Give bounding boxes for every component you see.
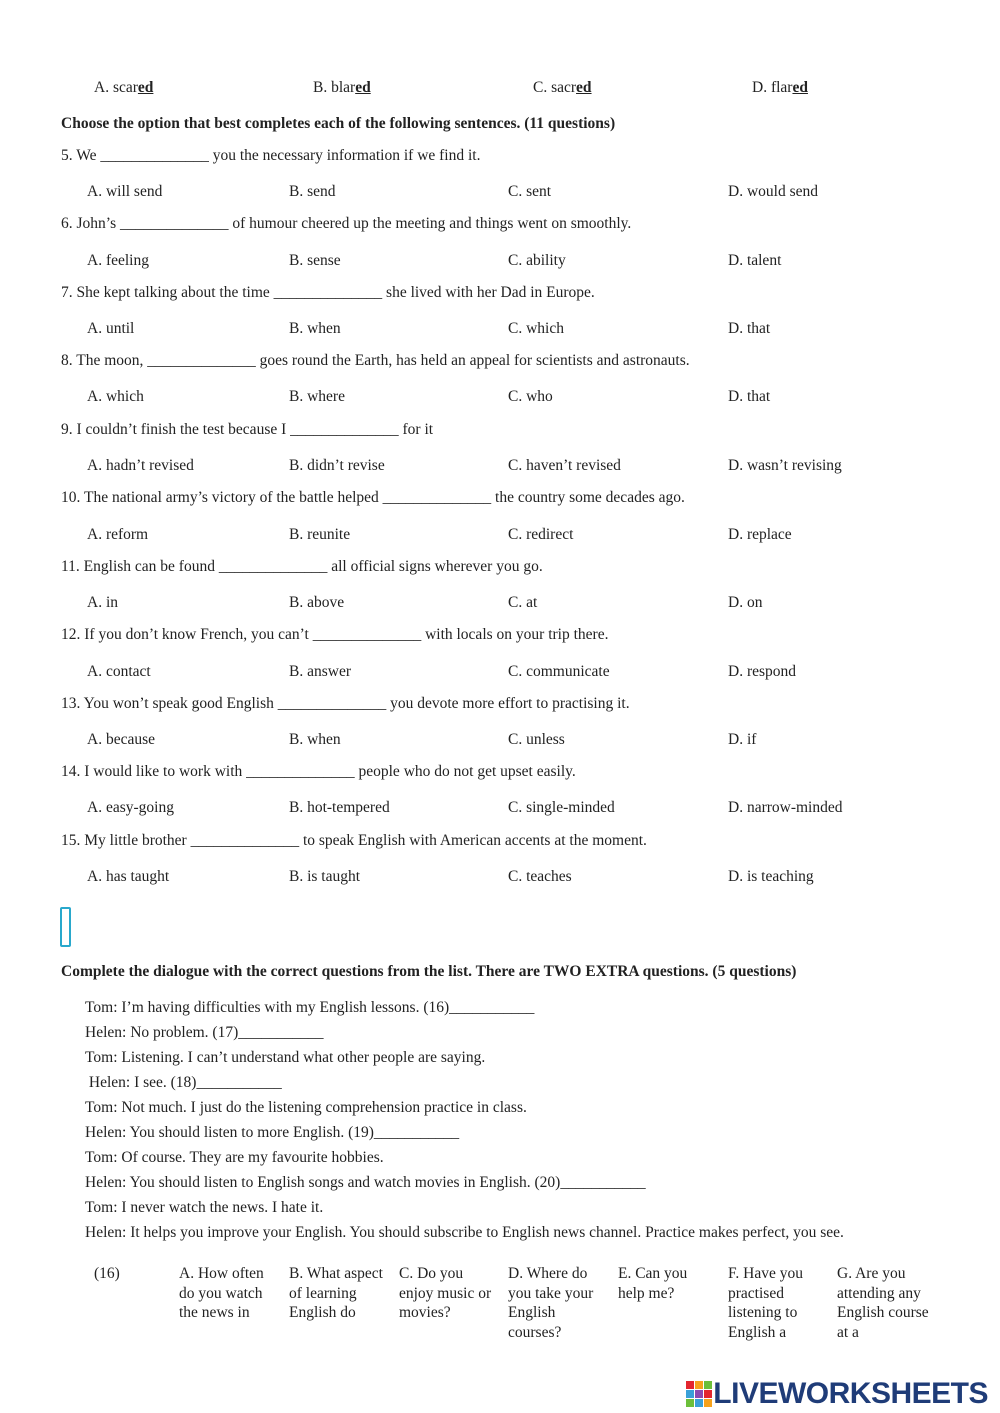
option-d[interactable]: D. if <box>728 731 757 748</box>
option-a[interactable]: A. in <box>87 594 118 611</box>
question-text: 6. John’s ______________ of humour cheered up the meeting and things went on smoothly. <box>61 215 632 232</box>
dialogue-line: Helen: I see. (18)___________ <box>85 1074 282 1091</box>
option-c[interactable]: C. single-minded <box>508 799 615 816</box>
option-a[interactable]: A. hadn’t revised <box>87 457 194 474</box>
logo-square-purple <box>695 1390 703 1398</box>
option-c[interactable]: C. who <box>508 388 553 405</box>
option-d[interactable]: D. is teaching <box>728 868 814 885</box>
question-text: 10. The national army’s victory of the battle helped ______________ the country some decades ago. <box>61 489 685 506</box>
table-option: E. Can you help me? <box>618 1265 688 1302</box>
option-a[interactable]: A. feeling <box>87 252 149 269</box>
option-d[interactable]: D. on <box>728 594 763 611</box>
question-text: 9. I couldn’t finish the test because I ______________ for it <box>61 421 434 438</box>
dialogue-line: Tom: Of course. They are my favourite hobbies. <box>85 1149 384 1166</box>
section-heading: Choose the option that best completes each of the following sentences. (11 questions) <box>61 115 616 132</box>
question-text: 13. You won’t speak good English ______________ you devote more effort to practising it. <box>61 695 630 712</box>
dialogue-line: Tom: Not much. I just do the listening comprehension practice in class. <box>85 1099 527 1116</box>
table-option: C. Do you enjoy music or movies? <box>399 1265 492 1321</box>
table-option: B. What aspect of learning English do <box>289 1265 383 1321</box>
logo-square-red <box>686 1381 694 1389</box>
option-b[interactable]: B. sense <box>289 252 341 269</box>
logo-square-green <box>704 1381 712 1389</box>
question-text: 12. If you don’t know French, you can’t ______________ with locals on your trip there. <box>61 626 609 643</box>
option-d[interactable]: D. narrow-minded <box>728 799 843 816</box>
option-b[interactable]: B. above <box>289 594 345 611</box>
option-c[interactable]: C. teaches <box>508 868 572 885</box>
option-d[interactable]: D. that <box>728 320 771 337</box>
dialogue-line: Helen: It helps you improve your English. You should subscribe to English news channel. Practice makes perfect, you see. <box>85 1224 844 1241</box>
option-c[interactable]: C. at <box>508 594 538 611</box>
option-b[interactable]: B. reunite <box>289 526 351 543</box>
option-a[interactable]: A. has taught <box>87 868 170 885</box>
dialogue-line: Tom: I never watch the news. I hate it. <box>85 1199 324 1216</box>
liveworksheets-logo <box>686 1376 988 1412</box>
dialogue-line: Helen: No problem. (17)___________ <box>85 1024 324 1041</box>
option-c[interactable]: C. unless <box>508 731 565 748</box>
logo-square-blue <box>686 1390 694 1398</box>
option-a[interactable]: A. reform <box>87 526 149 543</box>
logo-square-green-2 <box>686 1399 694 1407</box>
question-text: 15. My little brother ______________ to speak English with American accents at the moment. <box>61 832 647 849</box>
option-b[interactable]: B. answer <box>289 663 351 680</box>
option-d[interactable]: D. would send <box>728 183 818 200</box>
question-text: 7. She kept talking about the time ______________ she lived with her Dad in Europe. <box>61 284 595 301</box>
option-c[interactable]: C. which <box>508 320 564 337</box>
option-d[interactable]: D. respond <box>728 663 797 680</box>
option-b[interactable]: B. when <box>289 731 341 748</box>
option-a[interactable]: A. will send <box>87 183 163 200</box>
dialogue-line: Helen: You should listen to more English. (19)___________ <box>85 1124 460 1141</box>
dialogue-line: Tom: I’m having difficulties with my English lessons. (16)___________ <box>85 999 535 1016</box>
option-d[interactable]: D. that <box>728 388 771 405</box>
option-b[interactable]: B. send <box>289 183 336 200</box>
logo-square-orange-2 <box>704 1399 712 1407</box>
table-option: D. Where do you take your English courses? <box>508 1265 594 1341</box>
option-b[interactable]: B. is taught <box>289 868 361 885</box>
logo-square-blue-2 <box>695 1399 703 1407</box>
option-c[interactable]: C. sacred <box>533 79 592 96</box>
question-text: 14. I would like to work with ______________ people who do not get upset easily. <box>61 763 576 780</box>
option-c[interactable]: C. redirect <box>508 526 574 543</box>
logo-grid-icon <box>686 1380 712 1408</box>
dialogue-line: Helen: You should listen to English songs and watch movies in English. (20)___________ <box>85 1174 646 1191</box>
logo-square-orange <box>695 1381 703 1389</box>
option-a[interactable]: A. contact <box>87 663 151 680</box>
option-b[interactable]: B. when <box>289 320 341 337</box>
option-d[interactable]: D. replace <box>728 526 792 543</box>
option-d[interactable]: D. talent <box>728 252 782 269</box>
table-label: (16) <box>94 1265 120 1282</box>
section-heading: Complete the dialogue with the correct questions from the list. There are TWO EXTRA questions. (5 questions) <box>61 963 797 980</box>
option-a[interactable]: A. scared <box>94 79 154 96</box>
option-c[interactable]: C. haven’t revised <box>508 457 621 474</box>
table-option: A. How often do you watch the news in <box>179 1265 264 1321</box>
option-a[interactable]: A. because <box>87 731 155 748</box>
option-b[interactable]: B. where <box>289 388 345 405</box>
brand-name: LIVEWORKSHEETS <box>713 1377 988 1410</box>
option-d[interactable]: D. flared <box>752 79 808 96</box>
option-c[interactable]: C. sent <box>508 183 552 200</box>
question-text: 5. We ______________ you the necessary information if we find it. <box>61 147 481 164</box>
option-b[interactable]: B. blared <box>313 79 371 96</box>
question-text: 11. English can be found ______________ all official signs wherever you go. <box>61 558 543 575</box>
option-b[interactable]: B. hot-tempered <box>289 799 390 816</box>
question-text: 8. The moon, ______________ goes round the Earth, has held an appeal for scientists and astronauts. <box>61 352 690 369</box>
option-b[interactable]: B. didn’t revise <box>289 457 385 474</box>
table-option: F. Have you practised listening to English a <box>728 1265 803 1341</box>
option-d[interactable]: D. wasn’t revising <box>728 457 842 474</box>
option-c[interactable]: C. communicate <box>508 663 610 680</box>
answer-input[interactable] <box>60 907 71 947</box>
logo-square-red-2 <box>704 1390 712 1398</box>
option-c[interactable]: C. ability <box>508 252 566 269</box>
dialogue-line: Tom: Listening. I can’t understand what other people are saying. <box>85 1049 486 1066</box>
option-a[interactable]: A. which <box>87 388 144 405</box>
option-a[interactable]: A. until <box>87 320 135 337</box>
option-a[interactable]: A. easy-going <box>87 799 174 816</box>
table-option: G. Are you attending any English course at a <box>837 1265 929 1341</box>
